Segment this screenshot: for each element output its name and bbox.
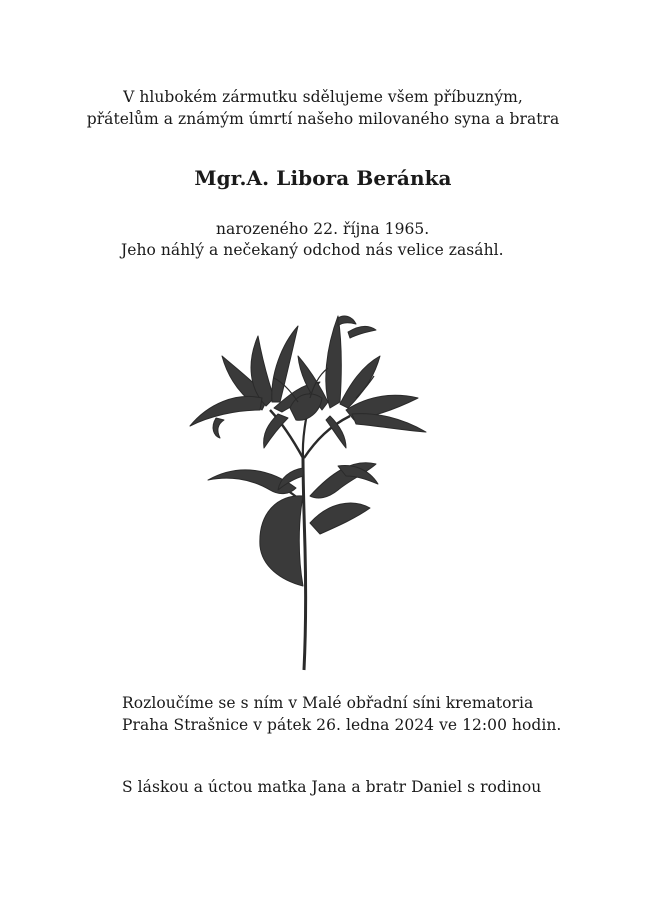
deceased-name: Mgr.A. Libora Beránka: [194, 166, 452, 190]
intro-line-2: přátelům a známým úmrtí našeho milovaného syna a bratra: [86, 110, 560, 128]
farewell-line-2: Praha Strašnice v pátek 26. ledna 2024 ve 12:00 hodin.: [122, 716, 562, 734]
farewell-line-1: Rozloučíme se s ním v Malé obřadní síni krematoria: [122, 694, 534, 712]
intro-line-1: V hlubokém zármutku sdělujeme všem příbuzným,: [123, 88, 523, 106]
loss-statement: Jeho náhlý a nečekaný odchod nás velice zasáhl.: [121, 241, 504, 259]
birth-date: narozeného 22. října 1965.: [216, 220, 430, 238]
lily-flower-icon: [170, 298, 440, 673]
signature: S láskou a úctou matka Jana a bratr Daniel s rodinou: [122, 778, 542, 796]
